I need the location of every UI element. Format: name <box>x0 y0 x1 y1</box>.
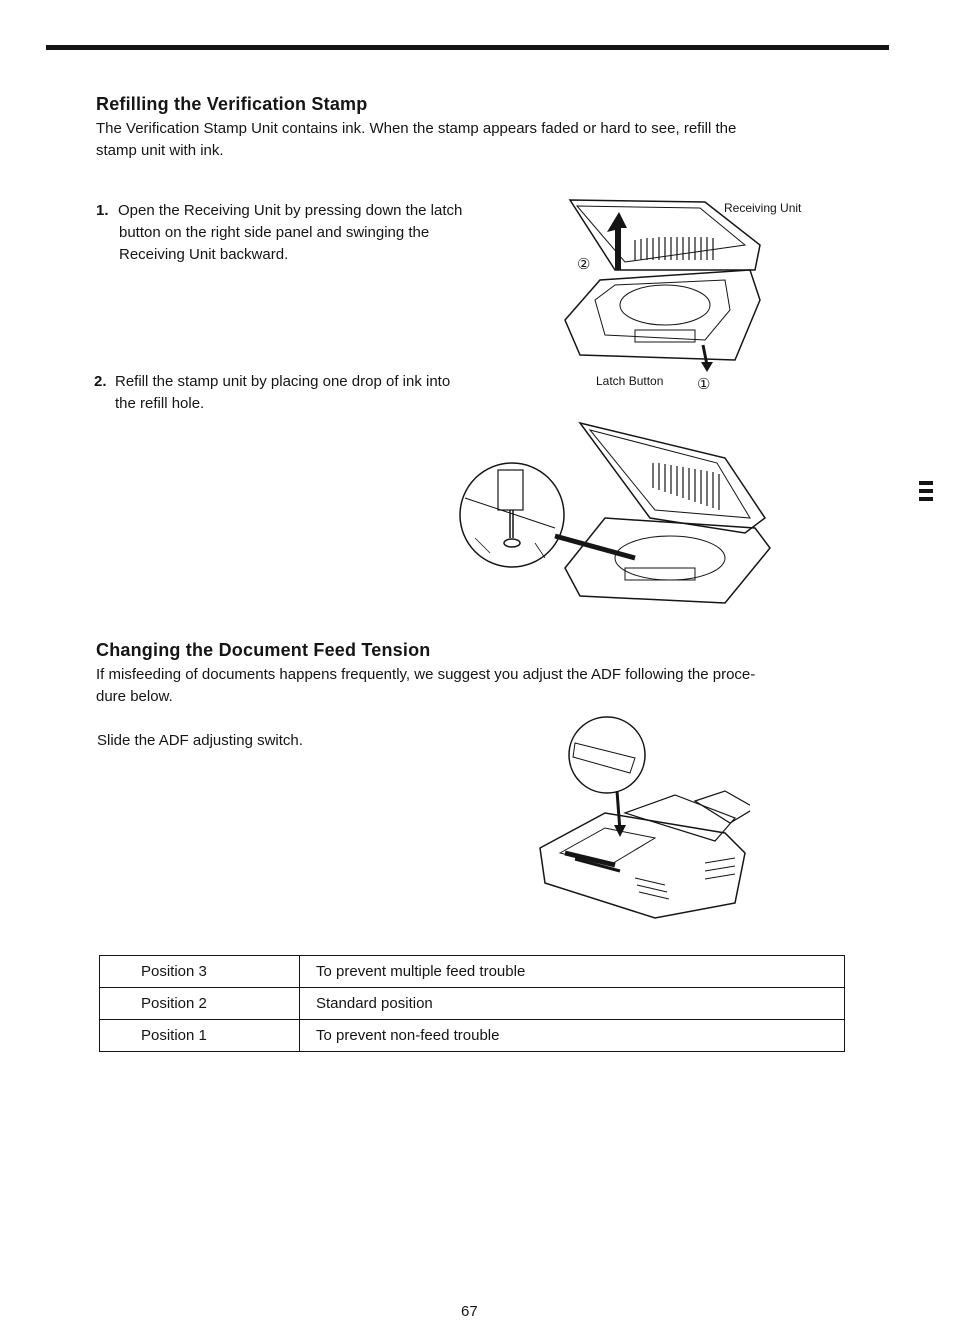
section-marker-bar <box>919 489 933 493</box>
receiving-unit-label: Receiving Unit <box>724 201 802 215</box>
step-text: Open the Receiving Unit by pressing down the latch <box>118 202 463 219</box>
section-marker-bar <box>919 497 933 501</box>
table-cell-description: To prevent non-feed trouble <box>300 1020 845 1052</box>
top-rule <box>46 45 889 50</box>
adf-position-table <box>99 955 845 1052</box>
fax-open-receiving-unit-illustration <box>555 190 770 375</box>
section-heading-refilling: Refilling the Verification Stamp <box>96 94 368 114</box>
table-row <box>100 988 845 1020</box>
step-text: button on the right side panel and swinging the <box>119 224 430 241</box>
table-row <box>100 1020 845 1052</box>
table-row <box>100 956 845 988</box>
table-cell-position: Position 1 <box>100 1020 300 1052</box>
step-text: the refill hole. <box>115 395 205 412</box>
marker-1: ① <box>697 376 711 393</box>
step-number: 1. <box>96 202 109 219</box>
marker-2: ② <box>577 256 591 273</box>
step-text: Receiving Unit backward. <box>119 246 289 263</box>
adf-instruction: Slide the ADF adjusting switch. <box>97 732 303 749</box>
section-intro-line: stamp unit with ink. <box>96 142 224 159</box>
section-intro-line: The Verification Stamp Unit contains ink. When the stamp appears faded or hard to see, refill the <box>96 120 737 137</box>
table-cell-position: Position 3 <box>100 956 300 988</box>
section-intro-line: If misfeeding of documents happens frequently, we suggest you adjust the ADF following the proce- <box>96 666 756 683</box>
step-number: 2. <box>94 373 107 390</box>
step-text: Refill the stamp unit by placing one drop of ink into <box>115 373 451 390</box>
page-number: 67 <box>461 1303 478 1320</box>
section-marker-bar <box>919 481 933 485</box>
section-heading-feed-tension: Changing the Document Feed Tension <box>96 640 431 660</box>
ink-refill-illustration <box>455 418 785 613</box>
fax-machine-adf-switch-illustration <box>535 713 750 928</box>
table-cell-description: To prevent multiple feed trouble <box>300 956 845 988</box>
table-cell-position: Position 2 <box>100 988 300 1020</box>
section-intro-line: dure below. <box>96 688 173 705</box>
table-cell-description: Standard position <box>300 988 845 1020</box>
latch-button-label: Latch Button <box>596 374 664 388</box>
